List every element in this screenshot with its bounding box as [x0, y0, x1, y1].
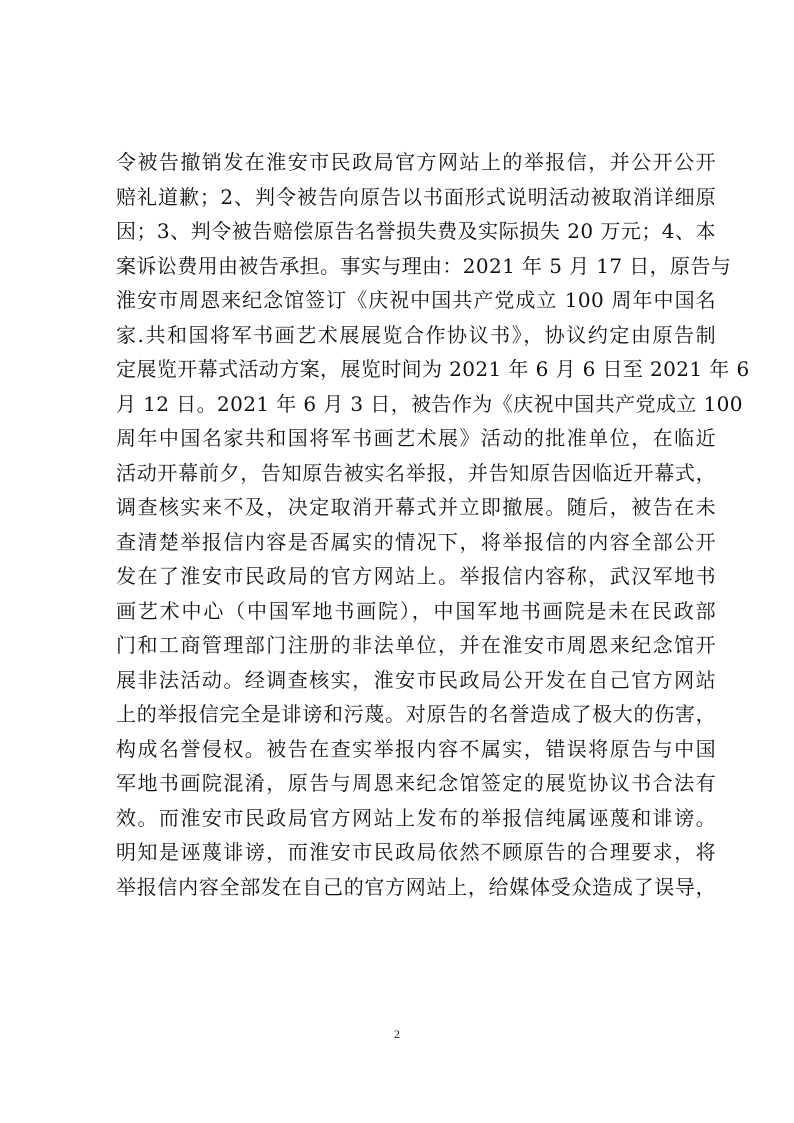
text-line-8: 月 12 日。2021 年 6 月 3 日，被告作为《庆祝中国共产党成立 100	[116, 391, 743, 416]
text-line-5: 淮安市周恩来纪念馆签订《庆祝中国共产党成立 100 周年中国名	[116, 288, 716, 312]
text-line-11: 调查核实来不及，决定取消开幕式并立即撤展。随后，被告在未	[116, 495, 716, 519]
text-line-18: 构成名誉侵权。被告在查实举报内容不属实，错误将原告与中国	[116, 736, 716, 761]
text-line-19: 军地书画院混淆，原告与周恩来纪念馆签定的展览协议书合法有	[116, 771, 716, 795]
text-line-7: 定展览开幕式活动方案，展览时间为 2021 年 6 月 6 日至 2021 年 6	[116, 357, 750, 381]
text-line-17: 上的举报信完全是诽谤和污蔑。对原告的名誉造成了极大的伤害，	[116, 702, 716, 726]
text-line-14: 画艺术中心（中国军地书画院），中国军地书画院是未在民政部	[116, 598, 716, 623]
text-line-13: 发在了淮安市民政局的官方网站上。举报信内容称，武汉军地书	[116, 564, 716, 588]
text-line-2: 赔礼道歉；2、判令被告向原告以书面形式说明活动被取消详细原	[116, 184, 716, 209]
text-line-21: 明知是诬蔑诽谤，而淮安市民政局依然不顾原告的合理要求，将	[116, 840, 716, 864]
body-text	[116, 145, 750, 904]
text-line-16: 展非法活动。经调查核实，淮安市民政局公开发在自己官方网站	[116, 667, 716, 692]
text-line-12: 查清楚举报信内容是否属实的情况下，将举报信的内容全部公开	[116, 529, 716, 554]
text-line-15: 门和工商管理部门注册的非法单位，并在淮安市周恩来纪念馆开	[116, 633, 716, 657]
text-line-1: 令被告撤销发在淮安市民政局官方网站上的举报信，并公开公开	[116, 150, 716, 174]
text-line-9: 周年中国名家共和国将军书画艺术展》活动的批准单位，在临近	[116, 426, 716, 450]
text-line-6: 家.共和国将军书画艺术展展览合作协议书》，协议约定由原告制	[116, 322, 716, 347]
text-line-20: 效。而淮安市民政局官方网站上发布的举报信纯属诬蔑和诽谤。	[116, 805, 716, 830]
text-line-10: 活动开幕前夕，告知原告被实名举报，并告知原告因临近开幕式，	[116, 460, 716, 485]
text-line-3: 因；3、判令被告赔偿原告名誉损失费及实际损失 20 万元；4、本	[116, 219, 716, 243]
text-line-22: 举报信内容全部发在自己的官方网站上，给媒体受众造成了误导，	[116, 874, 716, 899]
text-line-4: 案诉讼费用由被告承担。事实与理由：2021 年 5 月 17 日，原告与	[116, 253, 732, 278]
page-number: 2	[394, 1027, 400, 1041]
